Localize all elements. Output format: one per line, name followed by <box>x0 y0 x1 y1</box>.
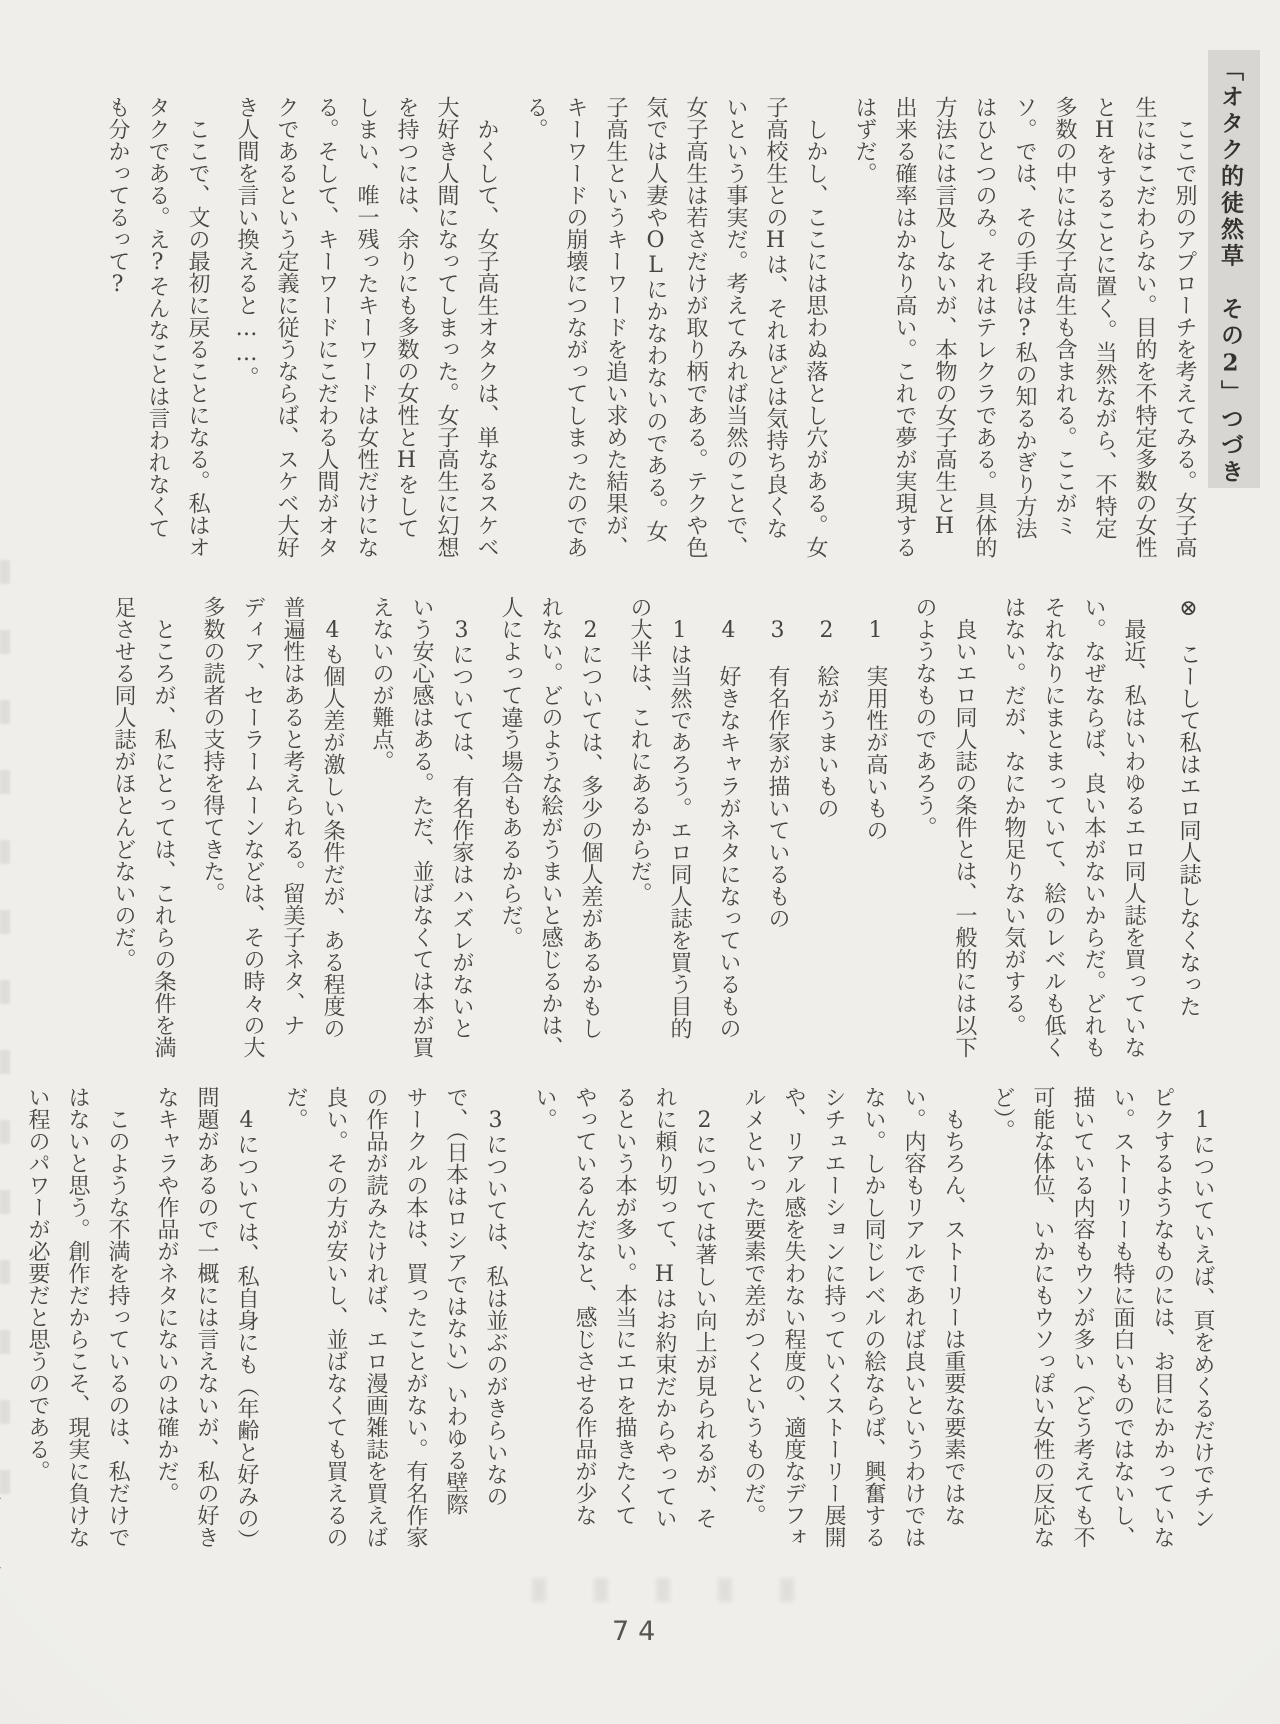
paragraph: 4については、私自身にも（年齢と好みの）問題があるので一概には言えないが、私の好きなキャラや作品がネタにないのは確かだ。 <box>154 1086 259 1548</box>
paragraph: ここで別のアプローチを考えてみる。女子高生にはこだわらない。目的を不特定多数の女性とHをすることに置く。当然ながら、不特定多数の中には女子高生も含まれる。ここがミソ。では、その手段は?私の知るかぎり方法はひとつのみ。それはテレクラである。具体的方法には言及しないが、本物の女子高生とH出来る確率はかなり高い。これで夢が実現するはずだ。 <box>852 96 1197 558</box>
text-section-bottom <box>25 1086 1222 1550</box>
paragraph: 1についていえば、頁をめくるだけでチンピクするようなものには、お目にかかっていない。ストーリーも特に面白いものではないし、描いている内容もウソが多い（どう考えても不可能な体位、いかにもウソっぽい女性の反応など）。 <box>990 1086 1215 1548</box>
paragraph: 良いエロ同人誌の条件とは、一般的には以下のようなものであろう。 <box>912 596 977 1058</box>
paragraph: 2については著しい向上が見られるが、それに頼り切って、Hはお約束だからやっているという本が多い。本当にエロを描きたくてやっているんだなと、感じさせる作品が少ない。 <box>532 1086 717 1529</box>
bleed-through-artifact <box>532 1578 802 1602</box>
list-item: 4 好きなキャラがネタになっているもの <box>716 618 741 1039</box>
paragraph: このような不満を持っているのは、私だけではないと思う。創作だからこそ、現実に負けない程のパワーが必要だと思うのである。 <box>25 1086 130 1548</box>
paragraph: もちろん、ストーリーは重要な要素ではない。内容もリアルであれば良いというわけではない。しかし同じレベルの絵ならば、興奮するシチュエーションに持っていくストーリー展開や、リアル感を失わない程度の、適度なデフォルメといった要素で差がつくというものだ。 <box>741 1086 966 1548</box>
paragraph: ここで、文の最初に戻ることになる。私はオタクである。え?そんなことは言われなくても分かってるって? <box>105 96 210 558</box>
list-item: 2 絵がうまいもの <box>814 618 839 819</box>
paragraph: 2については、多少の個人差があるかもしれない。どのような絵がうまいと感じるかは、人によって違う場合もあるからだ。 <box>498 596 603 1058</box>
paragraph: 3については、有名作家はハズレがないという安心感はある。ただ、並ばなくては本が買えないのが難点。 <box>369 596 474 1058</box>
page-number: 74 <box>612 1616 665 1647</box>
essay-title: 「オタク的徒然草 その2」つづき <box>1217 58 1244 486</box>
paragraph: 4も個人差が激しい条件だが、ある程度の普遍性はあると考えられる。留美子ネタ、ナディア、セーラームーンなどは、その時々の大多数の読者の支持を得てきた。 <box>200 596 345 1058</box>
paragraph: 3については、私は並ぶのがきらいなので、（日本はロシアではない）いわゆる壁際サークルの本は、買ったことがない。有名作家の作品が読みたければ、エロ漫画雑誌を買えば良い。その方が安いし、並ばなくても買えるのだ。 <box>283 1086 508 1548</box>
paragraph: ところが、私にとっては、これらの条件を満足させる同人誌がほとんどないのだ。 <box>111 596 176 1058</box>
list-item: 3 有名作家が描いているもの <box>765 618 790 929</box>
paragraph: しかし、ここには思わぬ落とし穴がある。女子高校生とのHは、それほどは気持ち良くないという事実だ。考えてみれば当然のことで、女子高生は若さだけが取り柄である。テクや色気では人妻やOLにかなわないのである。女子高生というキーワードを追い求めた結果が、キーワードの崩壊につながってしまったのである。 <box>523 96 828 558</box>
text-section-middle <box>38 596 1208 1060</box>
paragraph: かくして、女子高生オタクは、単なるスケベ大好き人間になってしまった。女子高生に幻想を持つには、余りにも多数の女性とHをしてしまい、唯一残ったキーワードは女性だけになる。そして、キーワードにこだわる人間がオタクであるという定義に従うならば、スケベ大好き人間を言い換えると……。 <box>234 96 499 558</box>
paragraph: 最近、私はいわゆるエロ同人誌を買っていない。なぜならば、良い本がないからだ。どれもそれなりにまとまっていて、絵のレベルも低くはない。だが、なにか物足りない気がする。 <box>1001 596 1146 1058</box>
text-section-top <box>34 96 1204 560</box>
scan-artifact <box>0 560 10 1510</box>
list-item: 1 実用性が高いもの <box>863 618 888 841</box>
paragraph: 1は当然であろう。エロ同人誌を買う目的の大半は、これにあるからだ。 <box>627 596 692 1039</box>
section-heading: ⊗ こーして私はエロ同人誌しなくなった <box>1176 596 1201 1017</box>
